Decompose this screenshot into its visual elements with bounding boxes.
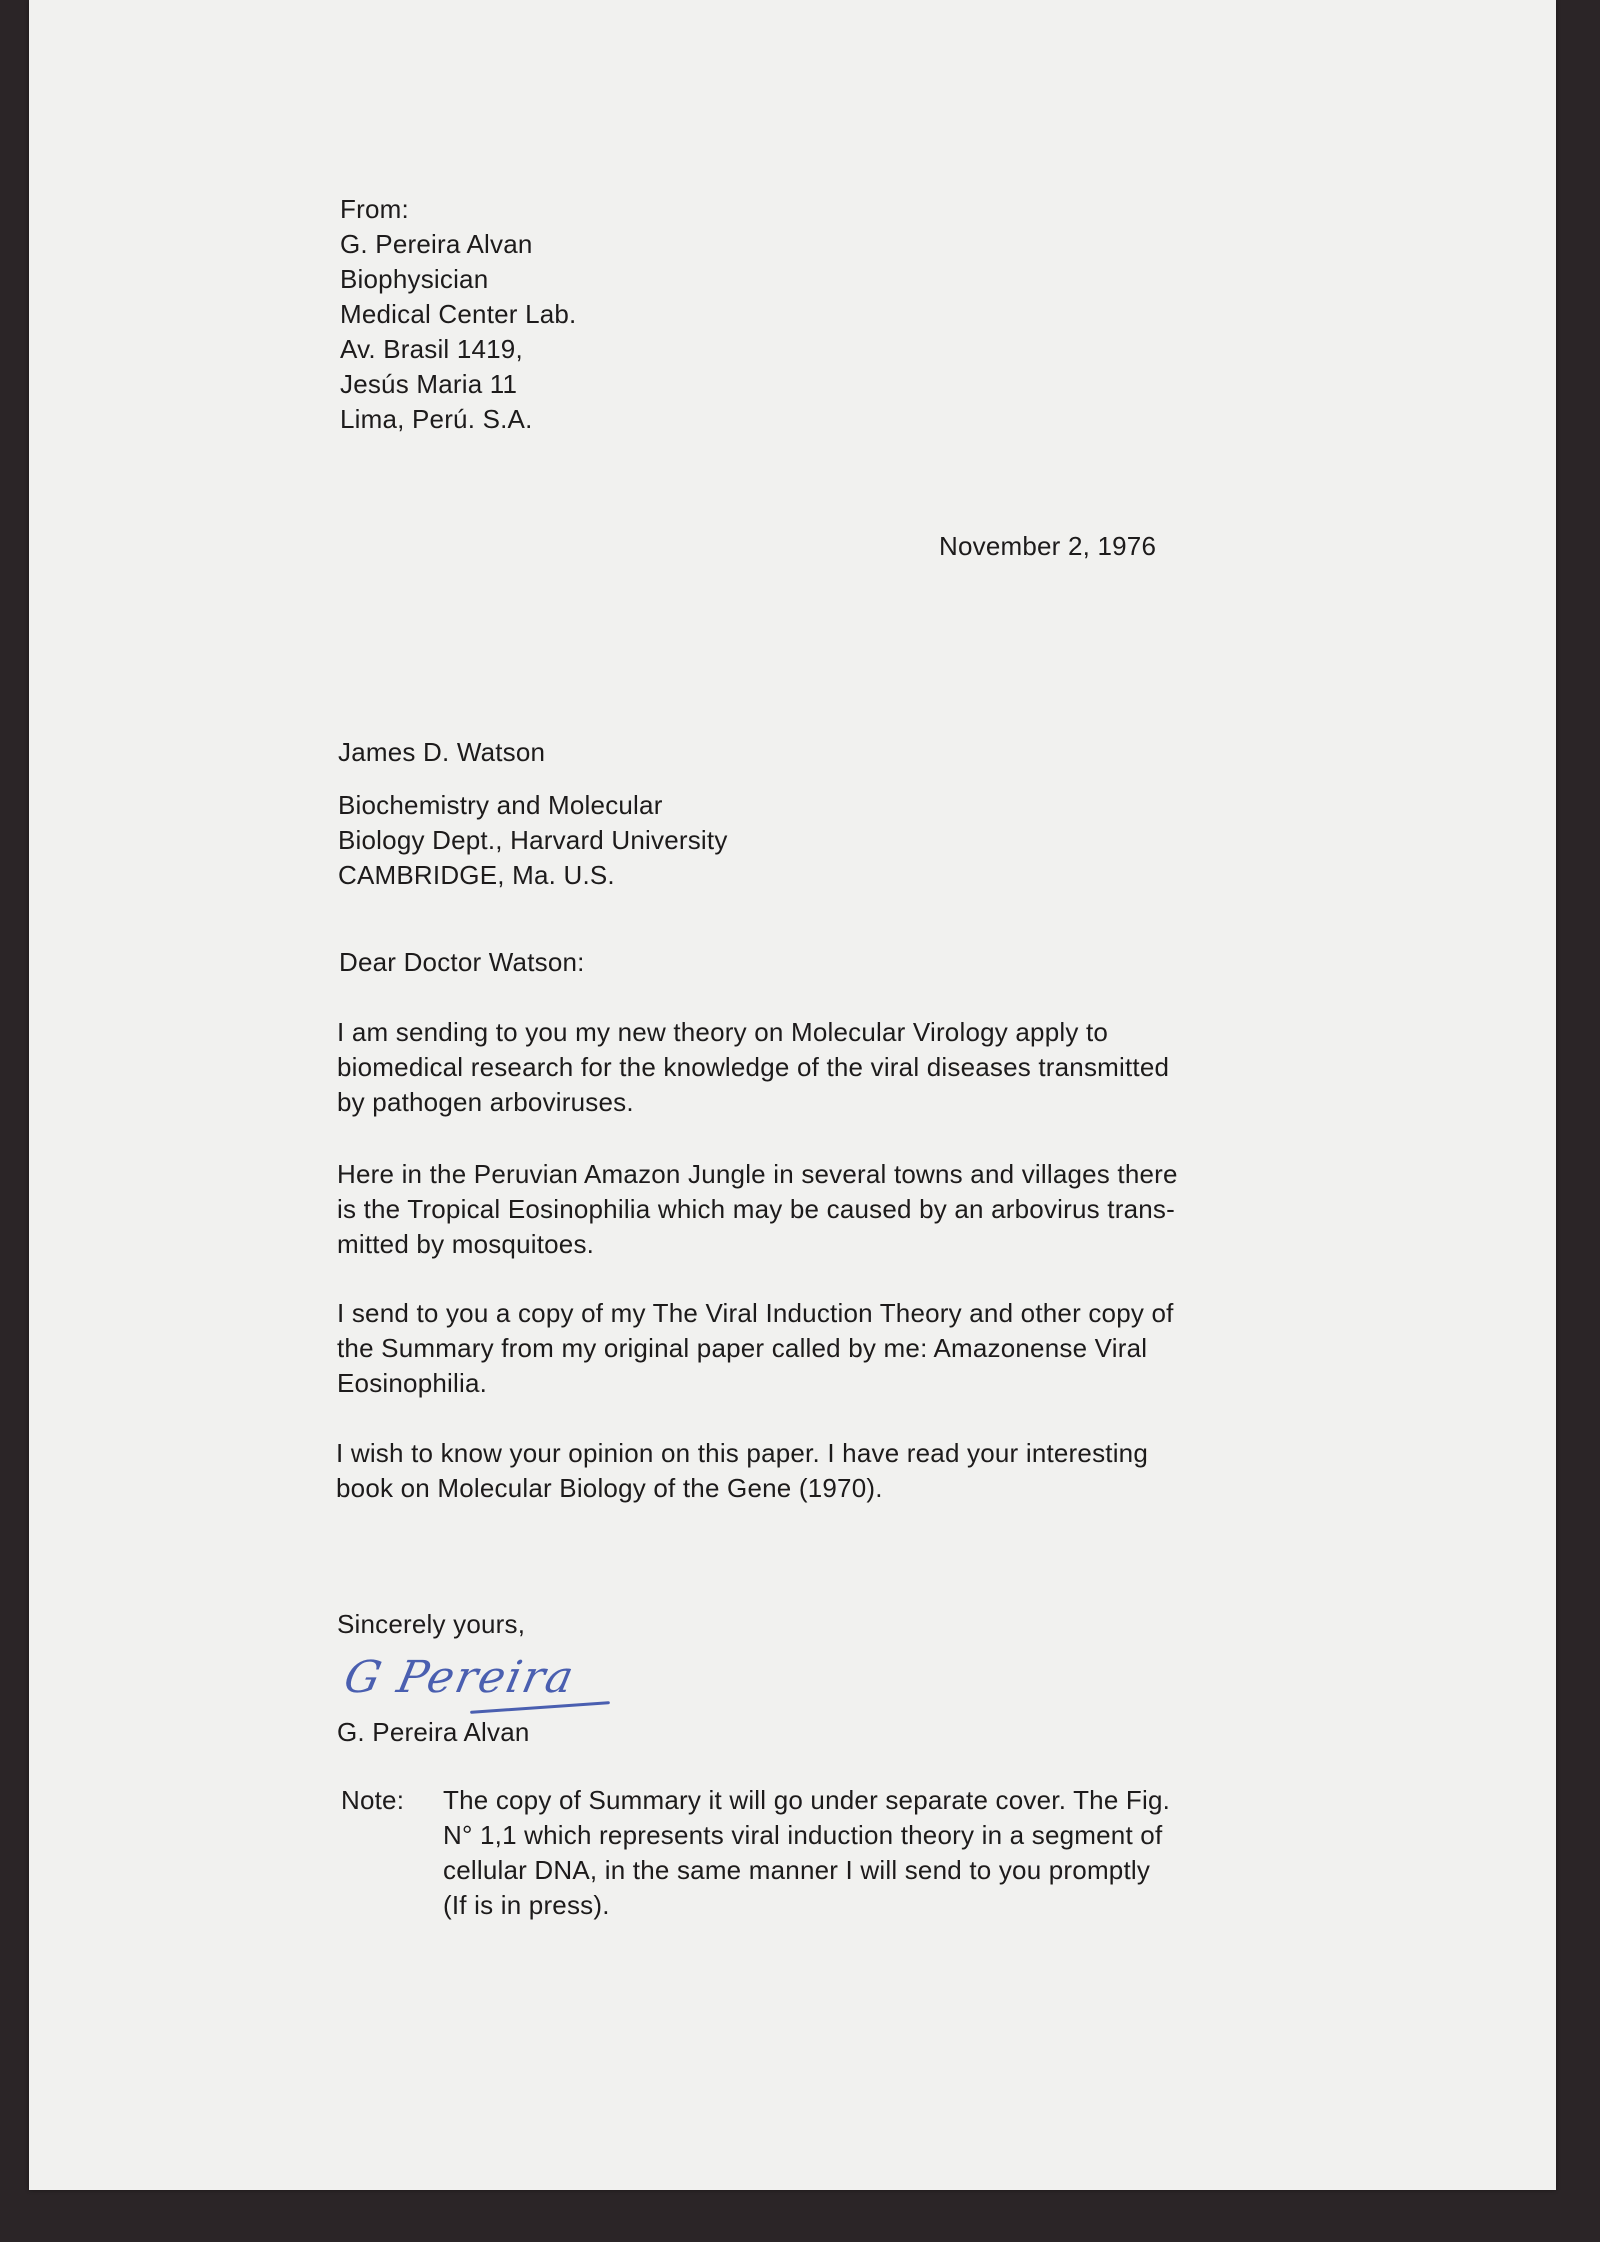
note-text [443,1783,1170,1923]
paragraph-line: the Summary from my original paper called by me: Amazonense Viral [337,1333,1148,1363]
paragraph-line: mitted by mosquitoes. [337,1229,595,1259]
recipient-address [338,788,728,893]
recipient-line: Biochemistry and Molecular [338,790,663,820]
sender-line: Biophysician [340,264,489,294]
paragraph-line: is the Tropical Eosinophilia which may be caused by an arbovirus trans- [337,1194,1175,1224]
sender-line: G. Pereira Alvan [340,229,533,259]
recipient-line: Biology Dept., Harvard University [338,825,728,855]
handwritten-signature: G Pereira [339,1652,580,1703]
closing: Sincerely yours, [337,1609,526,1639]
note-line: cellular DNA, in the same manner I will send to you promptly [443,1855,1151,1885]
recipient-name: James D. Watson [338,737,546,767]
paragraph-4 [336,1436,1148,1506]
note-line: (If is in press). [443,1890,610,1920]
note-line: The copy of Summary it will go under separate cover. The Fig. [443,1785,1171,1815]
sender-block [340,192,576,437]
paragraph-line: by pathogen arboviruses. [337,1087,634,1117]
sender-line: Medical Center Lab. [340,299,577,329]
salutation: Dear Doctor Watson: [339,947,585,977]
paragraph-3 [337,1296,1174,1401]
paragraph-line: Here in the Peruvian Amazon Jungle in several towns and villages there [337,1159,1178,1189]
sender-line: Av. Brasil 1419, [340,334,523,364]
signer-name: G. Pereira Alvan [337,1717,530,1747]
paragraph-line: book on Molecular Biology of the Gene (1970). [336,1473,883,1503]
paragraph-line: I wish to know your opinion on this paper. I have read your interesting [336,1438,1148,1468]
letter-date: November 2, 1976 [939,531,1157,561]
from-label: From: [340,194,409,224]
paragraph-2 [337,1157,1178,1262]
note-label: Note: [341,1785,405,1815]
note-line: N° 1,1 which represents viral induction theory in a segment of [443,1820,1163,1850]
paragraph-line: Eosinophilia. [337,1368,488,1398]
recipient-line: CAMBRIDGE, Ma. U.S. [338,860,615,890]
paragraph-line: I am sending to you my new theory on Molecular Virology apply to [337,1017,1109,1047]
sender-line: Jesús Maria 11 [340,369,518,399]
paragraph-line: I send to you a copy of my The Viral Induction Theory and other copy of [337,1298,1174,1328]
sender-line: Lima, Perú. S.A. [340,404,533,434]
paragraph-line: biomedical research for the knowledge of the viral diseases transmitted [337,1052,1170,1082]
paragraph-1 [337,1015,1169,1120]
